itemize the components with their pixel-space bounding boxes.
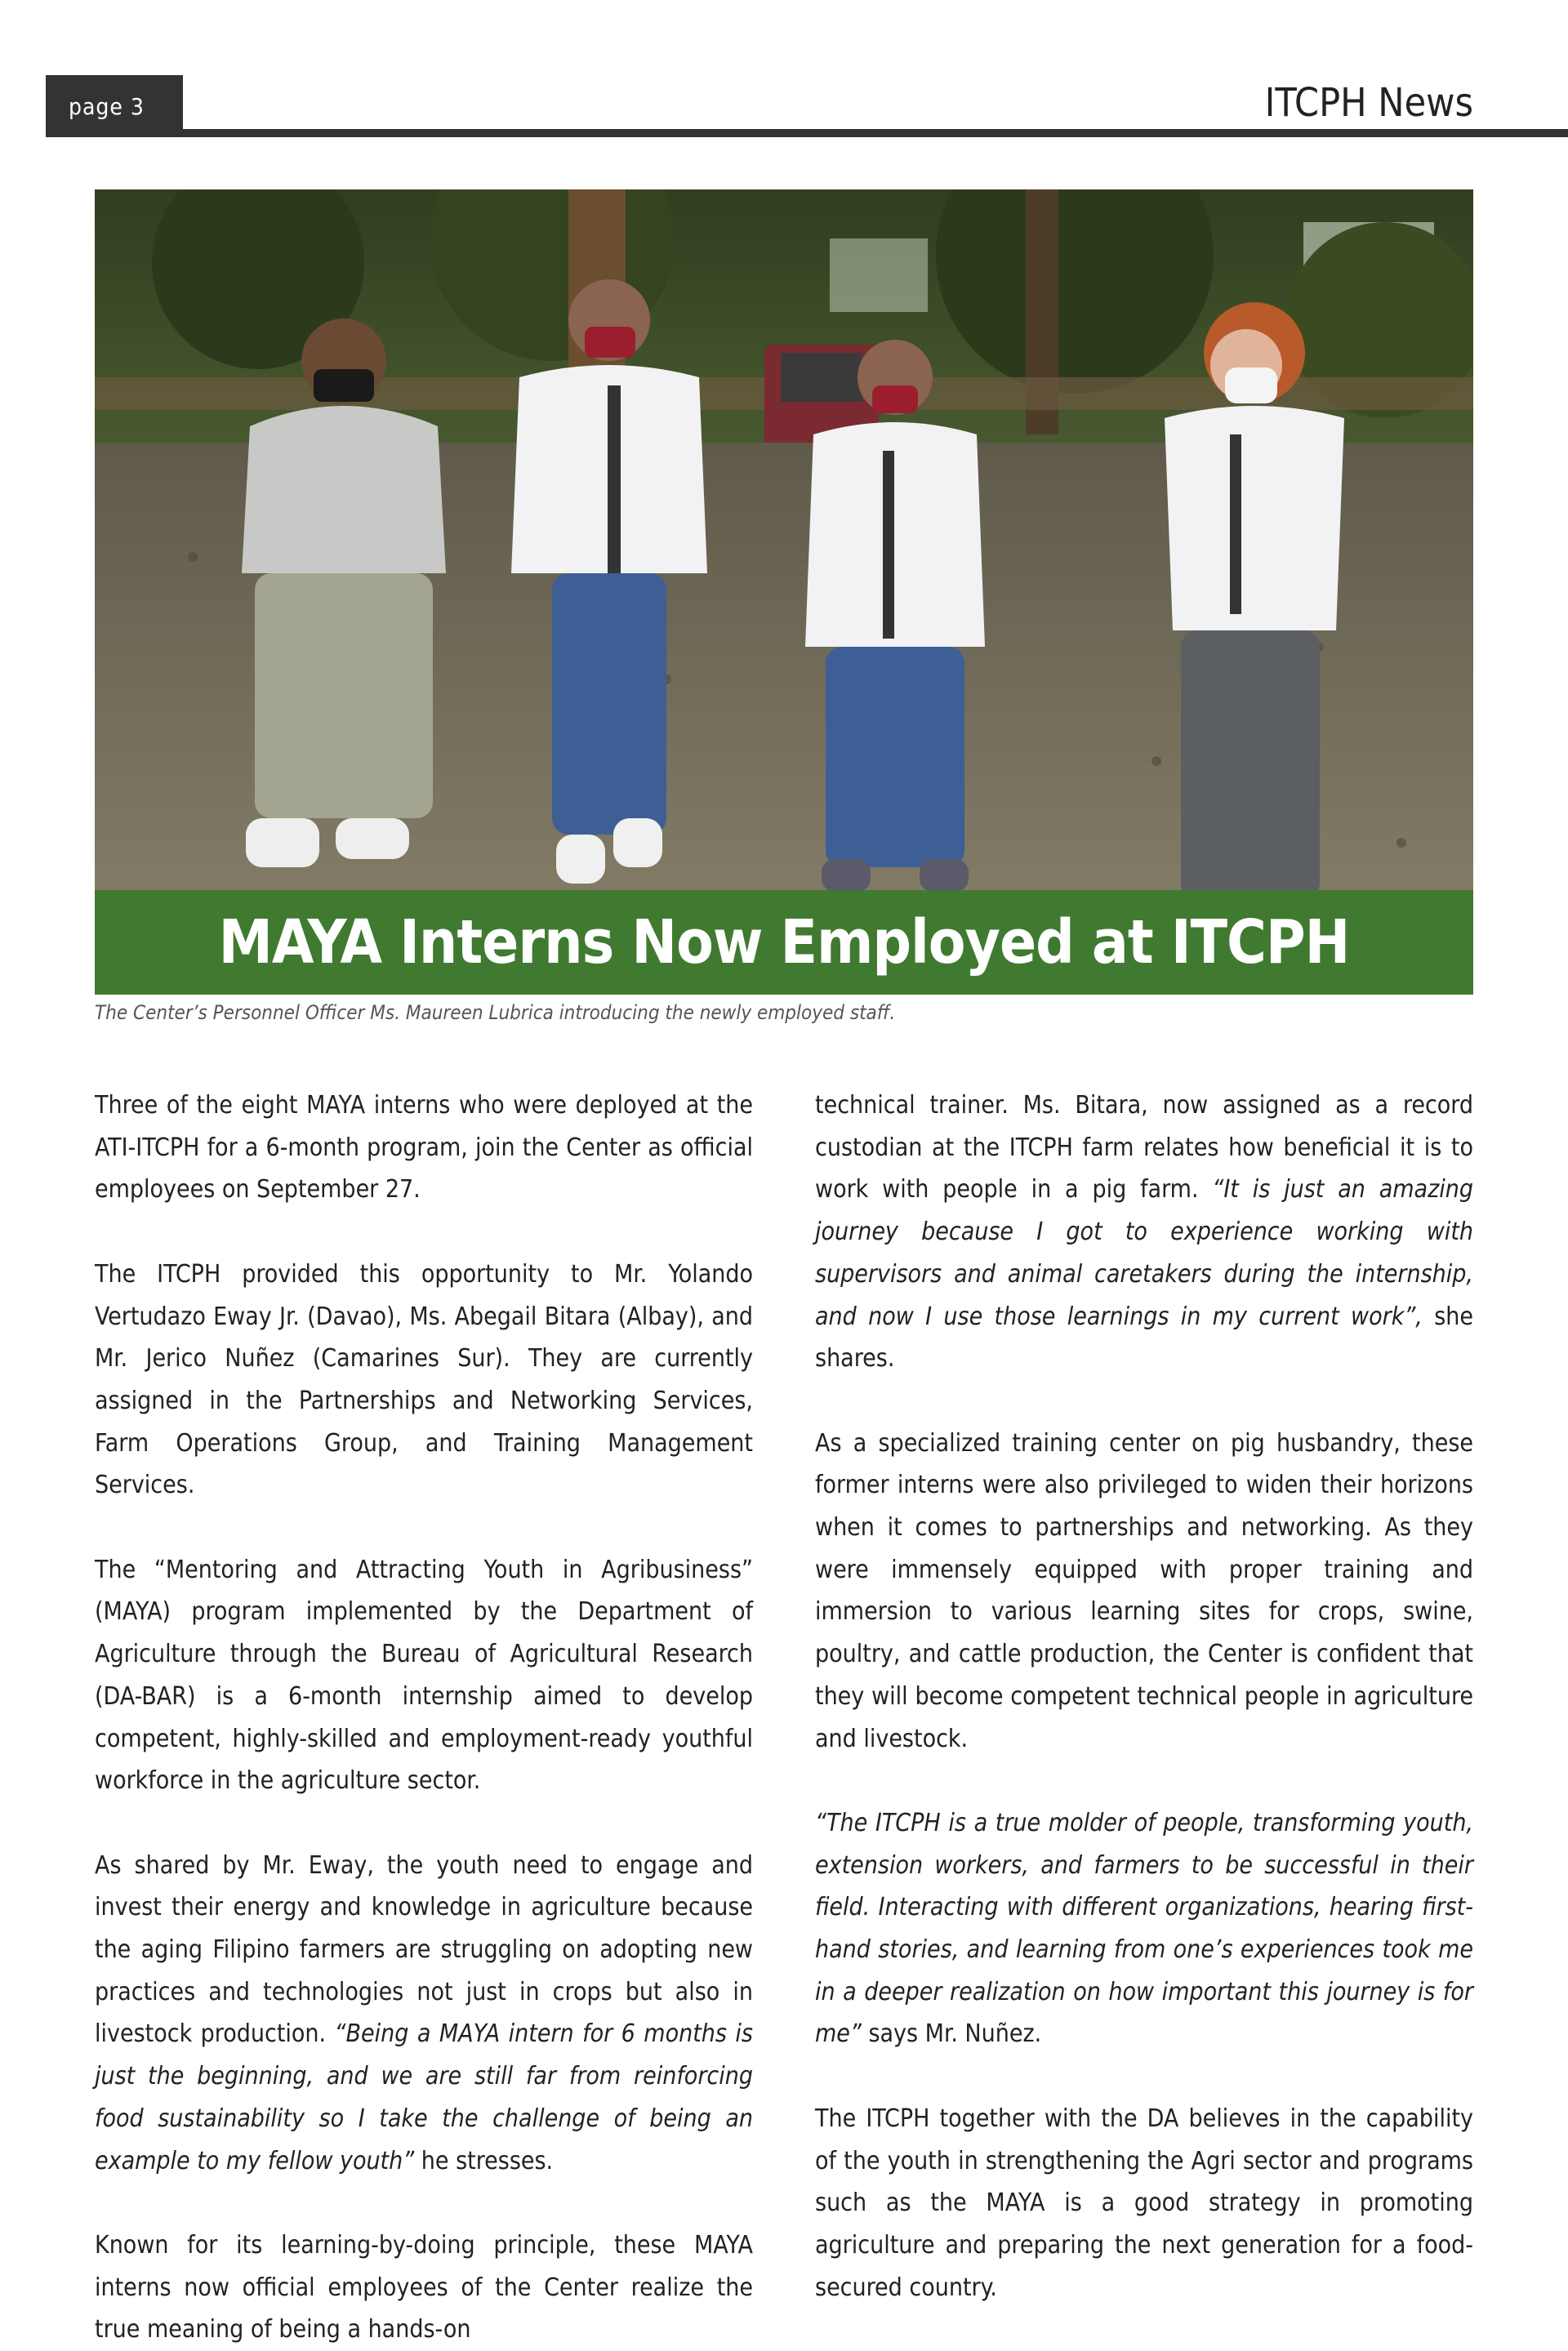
- quote: “The ITCPH is a true molder of people, transforming youth, extension workers, and farmers to be successful in their field. Interacting with different organizations, hearing first-hand stories, and learning from one’s experiences took me in a deeper realization on how important this journey is for me”: [815, 1808, 1473, 2049]
- paragraph: The “Mentoring and Attracting Youth in Agribusiness” (MAYA) program implemented by the Department of Agriculture through the Bureau of Agricultural Research (DA-BAR) is a 6-month internship aimed to develop competent, highly-skilled and employment-ready youthful workforce in the agriculture sector.: [95, 1555, 753, 1796]
- paragraph: The ITCPH together with the DA believes in the capability of the youth in strengthening the Agri sector and programs such as the MAYA is a good strategy in promoting agriculture and preparing the next generation for a food-secured country.: [815, 2104, 1473, 2302]
- paragraph-text: he stresses.: [414, 2146, 554, 2175]
- paragraph-text: says Mr. Nuñez.: [861, 2019, 1042, 2049]
- article-photo: [95, 189, 1473, 995]
- article-column-right: [815, 1084, 1473, 2309]
- photo-caption: The Center’s Personnel Officer Ms. Maureen Lubrica introducing the newly employed staff.: [95, 1001, 896, 1024]
- photo-illustration: [95, 189, 1473, 995]
- article-column-left: [95, 1084, 753, 2351]
- paragraph: Three of the eight MAYA interns who were deployed at the ATI-ITCPH for a 6-month program, join the Center as official employees on September 27.: [95, 1091, 753, 1204]
- page-number-label: page 3: [69, 92, 145, 120]
- paragraph: [815, 1084, 1473, 1380]
- paragraph: [95, 1845, 753, 2183]
- paragraph: The ITCPH provided this opportunity to Mr. Yolando Vertudazo Eway Jr. (Davao), Ms. Abegail Bitara (Albay), and Mr. Jerico Nuñez (Camarines Sur). They are currently assigned in the Partnerships and Networking Services, Farm Operations Group, and Training Management Services.: [95, 1259, 753, 1500]
- paragraph: Known for its learning-by-doing principle, these MAYA interns now official employees of the Center realize the true meaning of being a hands-on: [95, 2230, 753, 2344]
- paragraph: [815, 1802, 1473, 2055]
- header-rule: [46, 129, 1568, 137]
- article-headline: MAYA Interns Now Employed at ITCPH: [218, 907, 1350, 977]
- paragraph: As a specialized training center on pig husbandry, these former interns were also privileged to widen their horizons when it comes to partnerships and networking. As they were immensely equipped with proper training and immersion to various learning sites for crops, swine, poultry, and cattle production, the Center is confident that they will become competent technical people in agriculture and livestock.: [815, 1428, 1473, 1753]
- quote: “Being a MAYA intern for 6 months is just the beginning, and we are still far from reinforcing food sustainability so I take the challenge of being an example to my fellow youth”: [95, 2019, 753, 2175]
- headline-banner: [95, 890, 1473, 995]
- page-number-tab: [46, 75, 183, 137]
- paragraph-text: she shares.: [815, 1302, 1473, 1374]
- quote: “It is just an amazing journey because I got to experience working with supervisors and animal caretakers during the internship, and now I use those learnings in my current work”,: [815, 1175, 1474, 1331]
- paragraph-text: technical trainer. Ms. Bitara, now assigned as a record custodian at the ITCPH farm relates how beneficial it is to work with people in a pig farm.: [815, 1091, 1473, 1204]
- paragraph-text: As shared by Mr. Eway, the youth need to engage and invest their energy and knowledge in agriculture because the aging Filipino farmers are struggling on adopting new practices and technologies not just in crops but also in livestock production.: [95, 1850, 753, 2049]
- publication-name: ITCPH News: [1264, 80, 1473, 126]
